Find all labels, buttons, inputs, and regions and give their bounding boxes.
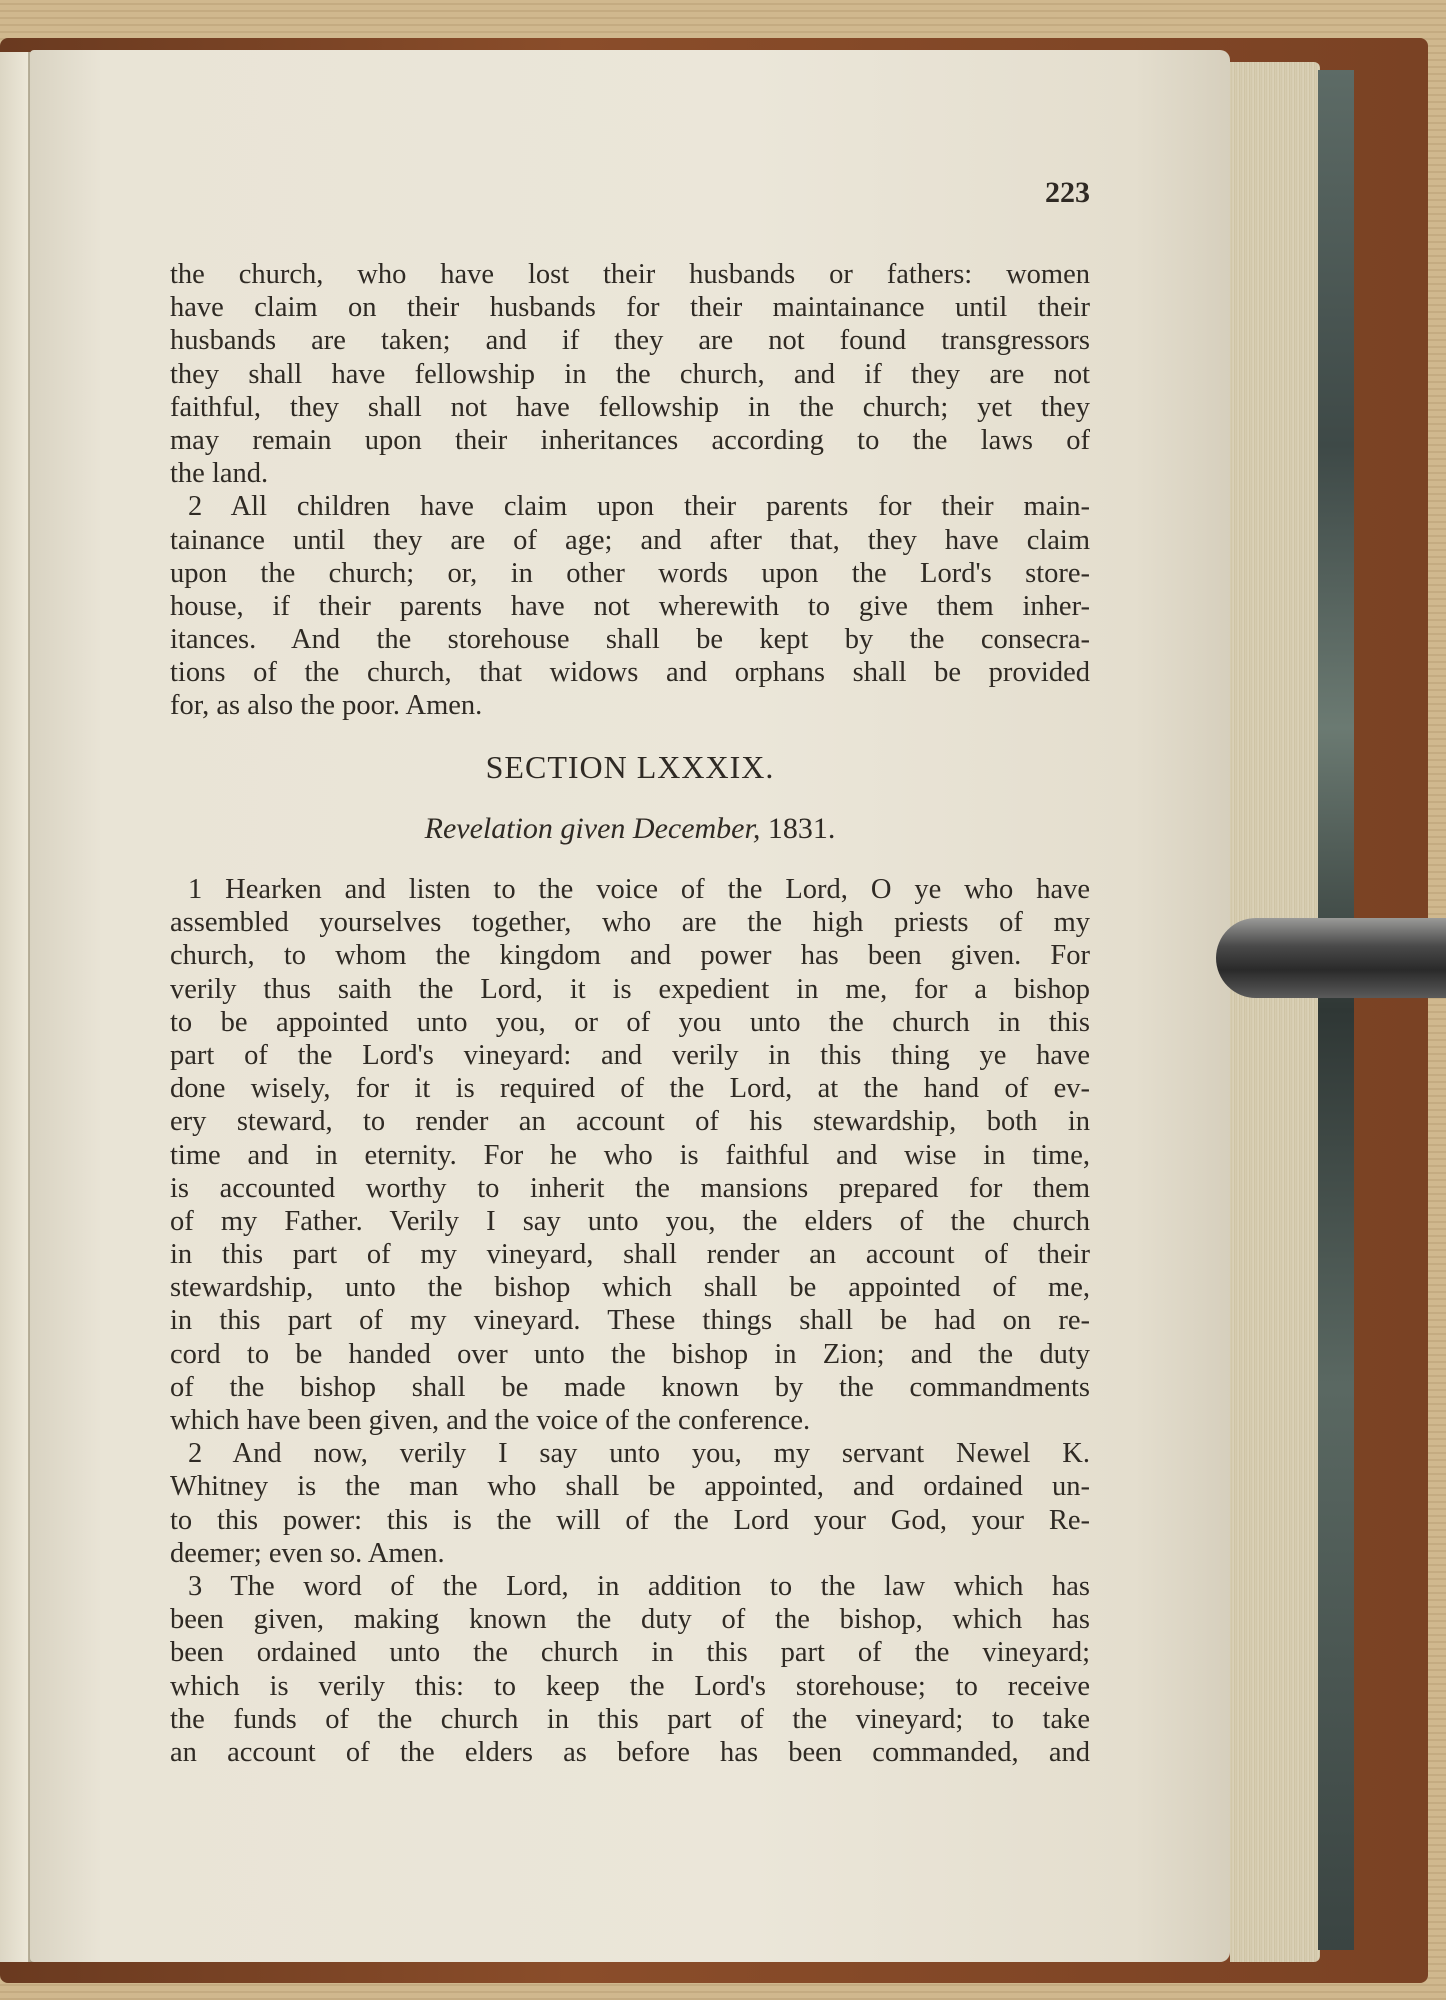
text-line: is accounted worthy to inherit the mansions prepared for them — [170, 1172, 1090, 1204]
text-line: faithful, they shall not have fellowship in the church; yet they — [170, 391, 1090, 423]
text-line: been given, making known the duty of the bishop, which has — [170, 1604, 1090, 1636]
text-line: Whitney is the man who shall be appointed, and ordained un- — [170, 1471, 1090, 1503]
text-line: in this part of my vineyard. These things shall be had on re- — [170, 1305, 1090, 1337]
text-line: to be appointed unto you, or of you unto the church in this — [170, 1006, 1090, 1038]
text-line: 2 And now, verily I say unto you, my servant Newel K. — [188, 1438, 1090, 1470]
text-line: husbands are taken; and if they are not found transgressors — [170, 325, 1090, 357]
subheading-year: 1831. — [767, 811, 836, 845]
text-line: church, to whom the kingdom and power has been given. For — [170, 940, 1090, 972]
text-line: house, if their parents have not wherewith to give them inher- — [170, 590, 1090, 622]
text-line: deemer; even so. Amen. — [170, 1537, 445, 1569]
text-line: the church, who have lost their husbands or fathers: women — [170, 259, 1090, 290]
text-line: time and in eternity. For he who is faithful and wise in time, — [170, 1139, 1090, 1171]
subheading-text: Revelation given December, — [424, 811, 761, 845]
text-line: they shall have fellowship in the church, and if they are not — [170, 358, 1090, 390]
text-line: in this part of my vineyard, shall render an account of their — [170, 1239, 1090, 1271]
text-line: been ordained unto the church in this part of the vineyard; — [170, 1637, 1090, 1669]
text-line: tions of the church, that widows and orphans shall be provided — [170, 657, 1090, 689]
text-line: assembled yourselves together, who are the high priests of my — [170, 907, 1090, 939]
text-line: ery steward, to render an account of his stewardship, both in — [170, 1106, 1090, 1138]
text-line: may remain upon their inheritances according to the laws of — [170, 424, 1090, 456]
page-fore-edge — [1230, 62, 1320, 1962]
paragraph-block-1 — [170, 258, 1090, 723]
text-line: the funds of the church in this part of the vineyard; to take — [170, 1703, 1090, 1735]
text-line: cord to be handed over unto the bishop in Zion; and the duty — [170, 1338, 1090, 1370]
text-line: 1 Hearken and listen to the voice of the Lord, O ye who have — [188, 874, 1090, 906]
text-line: part of the Lord's vineyard: and verily in this thing ye have — [170, 1039, 1090, 1071]
page-text — [170, 150, 1090, 1769]
text-line: upon the church; or, in other words upon the Lord's store- — [170, 557, 1090, 589]
section-subheading — [170, 812, 1090, 845]
section-heading: SECTION LXXXIX. — [485, 748, 775, 785]
text-line: stewardship, unto the bishop which shall be appointed of me, — [170, 1272, 1090, 1304]
text-line: tainance until they are of age; and after that, they have claim — [170, 524, 1090, 556]
text-line: verily thus saith the Lord, it is expedient in me, for a bishop — [170, 973, 1090, 1005]
text-line: itances. And the storehouse shall be kept by the consecra- — [170, 624, 1090, 656]
text-line: the land. — [170, 458, 269, 490]
text-line: 2 All children have claim upon their parents for their main- — [188, 491, 1090, 523]
page-holder-clip — [1216, 918, 1446, 998]
text-line: of the bishop shall be made known by the commandments — [170, 1371, 1090, 1403]
text-line: to this power: this is the will of the Lord your God, your Re- — [170, 1504, 1090, 1536]
text-line: done wisely, for it is required of the Lord, at the hand of ev- — [170, 1073, 1090, 1105]
text-line: 3 The word of the Lord, in addition to the law which has — [188, 1570, 1090, 1602]
text-line: which have been given, and the voice of the conference. — [170, 1405, 811, 1437]
text-line: for, as also the poor. Amen. — [170, 690, 483, 722]
text-line: an account of the elders as before has been commanded, and — [170, 1736, 1090, 1768]
page-number: 223 — [1045, 176, 1090, 209]
text-line: have claim on their husbands for their maintainance until their — [170, 292, 1090, 324]
paragraph-block-2 — [170, 873, 1090, 1769]
text-line: of my Father. Verily I say unto you, the elders of the church — [170, 1205, 1090, 1237]
text-line: which is verily this: to keep the Lord's storehouse; to receive — [170, 1670, 1090, 1702]
marbled-endpaper — [1318, 70, 1354, 1950]
left-page-sliver — [0, 52, 28, 1962]
